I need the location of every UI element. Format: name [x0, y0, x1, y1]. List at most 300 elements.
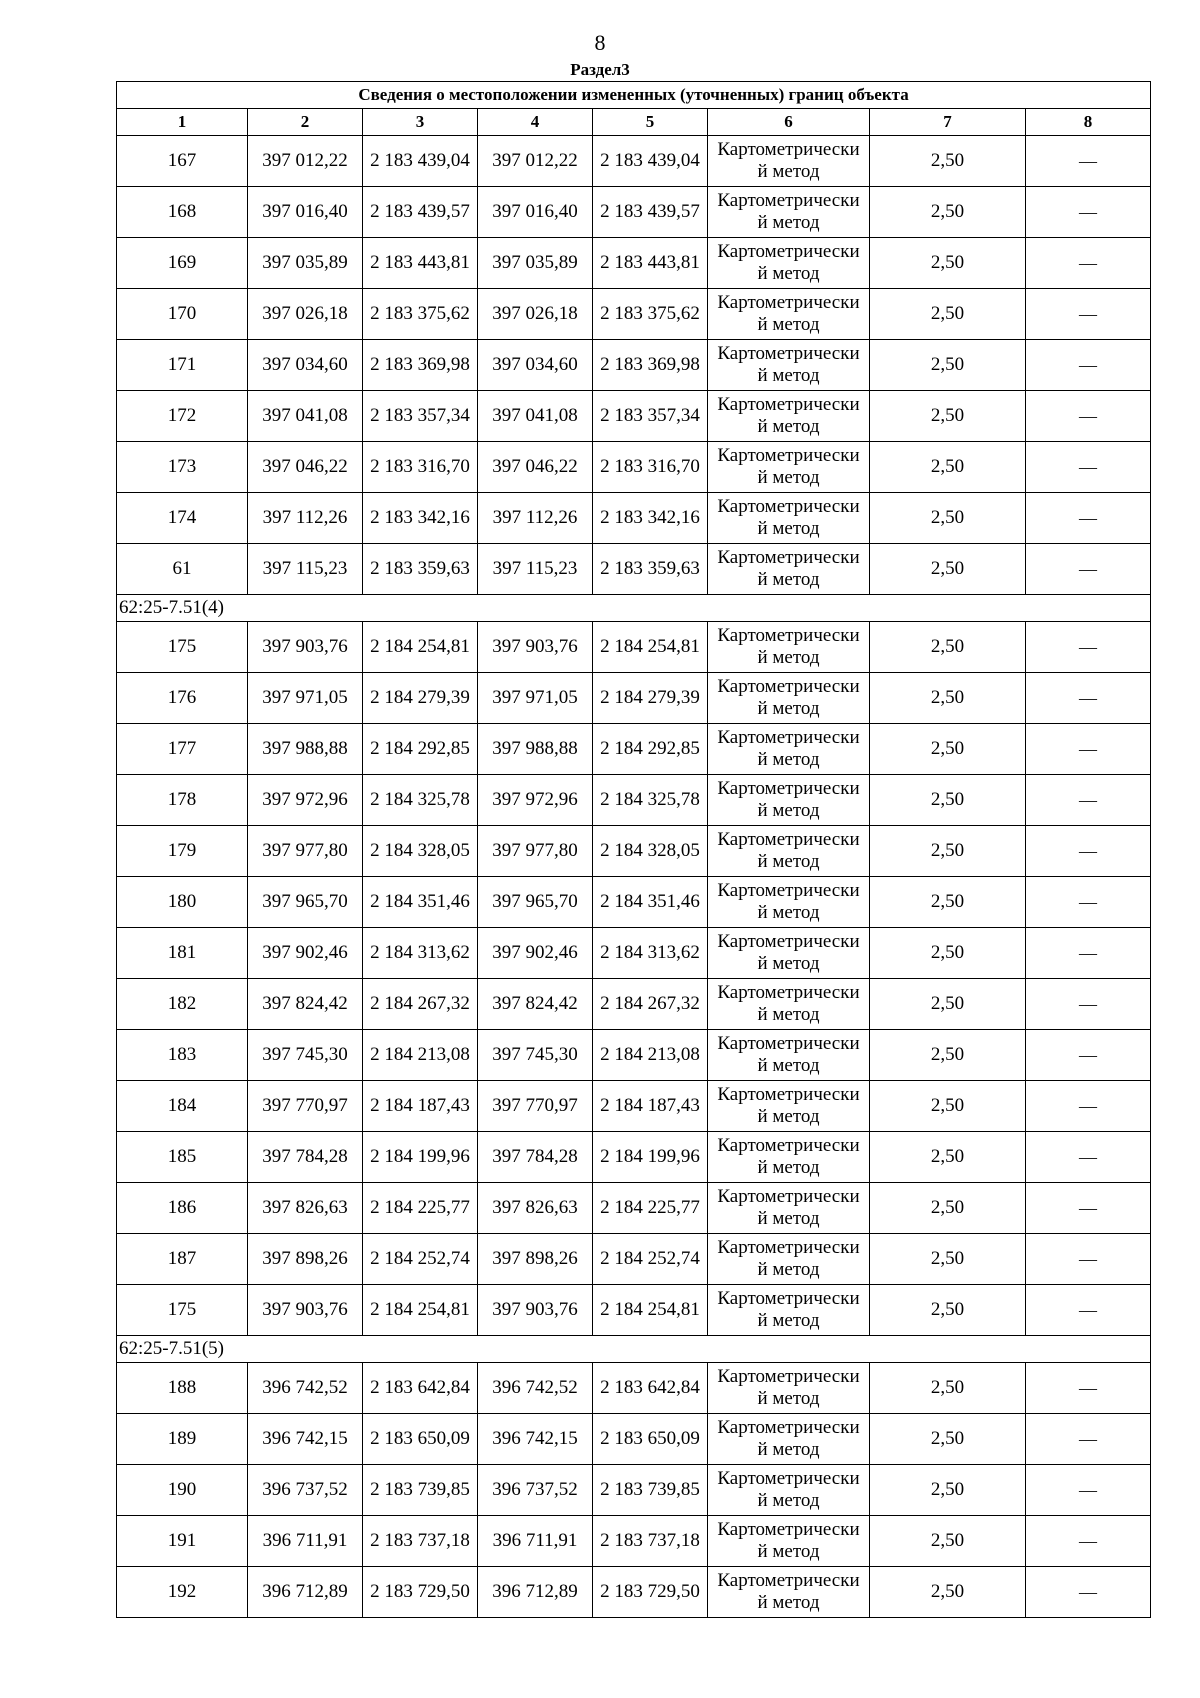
description-cell: —	[1026, 1132, 1151, 1183]
method-text-line1: Картометрически	[717, 394, 860, 415]
refined-y: 2 184 328,05	[593, 826, 708, 877]
existing-y: 2 184 292,85	[363, 724, 478, 775]
method-text-line1: Картометрически	[717, 1468, 860, 1489]
refined-x: 397 016,40	[478, 187, 593, 238]
description-cell: —	[1026, 1414, 1151, 1465]
refined-y: 2 184 187,43	[593, 1081, 708, 1132]
table-caption: Сведения о местоположении измененных (уточненных) границ объекта	[117, 82, 1151, 109]
description-cell: —	[1026, 1465, 1151, 1516]
existing-x: 397 971,05	[248, 673, 363, 724]
description-cell: —	[1026, 391, 1151, 442]
description-cell: —	[1026, 544, 1151, 595]
existing-x: 397 903,76	[248, 622, 363, 673]
method-cell	[708, 1183, 870, 1234]
existing-x: 397 745,30	[248, 1030, 363, 1081]
existing-y: 2 183 359,63	[363, 544, 478, 595]
accuracy-cell: 2,50	[870, 493, 1026, 544]
method-text-line1: Картометрически	[717, 292, 860, 313]
column-number: 4	[478, 109, 593, 136]
method-cell	[708, 1081, 870, 1132]
column-number: 3	[363, 109, 478, 136]
description-cell: —	[1026, 1516, 1151, 1567]
refined-x: 397 034,60	[478, 340, 593, 391]
refined-x: 397 012,22	[478, 136, 593, 187]
method-text-line1: Картометрически	[717, 547, 860, 568]
existing-x: 397 016,40	[248, 187, 363, 238]
refined-x: 397 977,80	[478, 826, 593, 877]
description-cell: —	[1026, 979, 1151, 1030]
refined-y: 2 184 225,77	[593, 1183, 708, 1234]
contour-label-row	[117, 1336, 1151, 1363]
method-text-line2: й метод	[757, 1055, 820, 1076]
point-number: 192	[117, 1567, 248, 1618]
method-text-line1: Картометрически	[717, 241, 860, 262]
point-number: 175	[117, 622, 248, 673]
table-row	[117, 622, 1151, 673]
existing-y: 2 184 325,78	[363, 775, 478, 826]
method-text-line2: й метод	[757, 518, 820, 539]
point-number: 189	[117, 1414, 248, 1465]
refined-x: 396 712,89	[478, 1567, 593, 1618]
table-row	[117, 391, 1151, 442]
description-cell: —	[1026, 238, 1151, 289]
method-text-line1: Картометрически	[717, 829, 860, 850]
existing-x: 397 988,88	[248, 724, 363, 775]
existing-x: 397 112,26	[248, 493, 363, 544]
table-row	[117, 979, 1151, 1030]
accuracy-cell: 2,50	[870, 1234, 1026, 1285]
method-text-line2: й метод	[757, 698, 820, 719]
method-cell	[708, 1132, 870, 1183]
existing-y: 2 183 650,09	[363, 1414, 478, 1465]
existing-x: 397 026,18	[248, 289, 363, 340]
method-cell	[708, 1516, 870, 1567]
method-text-line1: Картометрически	[717, 1135, 860, 1156]
coordinates-table	[116, 81, 1151, 1618]
existing-y: 2 183 739,85	[363, 1465, 478, 1516]
accuracy-cell: 2,50	[870, 979, 1026, 1030]
description-cell: —	[1026, 1234, 1151, 1285]
method-text-line1: Картометрически	[717, 625, 860, 646]
method-cell	[708, 622, 870, 673]
method-text-line1: Картометрически	[717, 1288, 860, 1309]
accuracy-cell: 2,50	[870, 289, 1026, 340]
existing-y: 2 184 254,81	[363, 622, 478, 673]
existing-y: 2 183 439,57	[363, 187, 478, 238]
method-text-line1: Картометрически	[717, 343, 860, 364]
method-text-line1: Картометрически	[717, 880, 860, 901]
method-text-line1: Картометрически	[717, 1186, 860, 1207]
description-cell: —	[1026, 136, 1151, 187]
method-cell	[708, 775, 870, 826]
existing-y: 2 183 737,18	[363, 1516, 478, 1567]
refined-y: 2 183 375,62	[593, 289, 708, 340]
accuracy-cell: 2,50	[870, 1567, 1026, 1618]
method-text-line1: Картометрически	[717, 982, 860, 1003]
method-cell	[708, 1414, 870, 1465]
refined-x: 397 898,26	[478, 1234, 593, 1285]
accuracy-cell: 2,50	[870, 391, 1026, 442]
method-cell	[708, 442, 870, 493]
refined-y: 2 184 267,32	[593, 979, 708, 1030]
table-row	[117, 1516, 1151, 1567]
table-row	[117, 724, 1151, 775]
table-row	[117, 1285, 1151, 1336]
description-cell: —	[1026, 1567, 1151, 1618]
existing-x: 397 824,42	[248, 979, 363, 1030]
point-number: 178	[117, 775, 248, 826]
refined-y: 2 184 313,62	[593, 928, 708, 979]
existing-y: 2 183 316,70	[363, 442, 478, 493]
refined-y: 2 183 739,85	[593, 1465, 708, 1516]
existing-x: 397 034,60	[248, 340, 363, 391]
method-text-line2: й метод	[757, 161, 820, 182]
existing-y: 2 184 328,05	[363, 826, 478, 877]
column-number: 8	[1026, 109, 1151, 136]
description-cell: —	[1026, 1183, 1151, 1234]
refined-x: 397 041,08	[478, 391, 593, 442]
method-text-line2: й метод	[757, 1157, 820, 1178]
method-cell	[708, 340, 870, 391]
description-cell: —	[1026, 877, 1151, 928]
method-text-line2: й метод	[757, 365, 820, 386]
existing-x: 397 902,46	[248, 928, 363, 979]
existing-x: 397 826,63	[248, 1183, 363, 1234]
refined-x: 397 745,30	[478, 1030, 593, 1081]
table-row	[117, 826, 1151, 877]
method-text-line1: Картометрически	[717, 676, 860, 697]
existing-y: 2 184 254,81	[363, 1285, 478, 1336]
method-text-line1: Картометрически	[717, 1033, 860, 1054]
contour-label: 62:25-7.51(4)	[117, 595, 1151, 622]
accuracy-cell: 2,50	[870, 1516, 1026, 1567]
method-text-line1: Картометрически	[717, 445, 860, 466]
point-number: 171	[117, 340, 248, 391]
point-number: 188	[117, 1363, 248, 1414]
refined-y: 2 184 199,96	[593, 1132, 708, 1183]
method-text-line1: Картометрически	[717, 1570, 860, 1591]
existing-y: 2 184 279,39	[363, 673, 478, 724]
method-text-line2: й метод	[757, 1592, 820, 1613]
method-cell	[708, 1567, 870, 1618]
description-cell: —	[1026, 826, 1151, 877]
refined-y: 2 184 252,74	[593, 1234, 708, 1285]
point-number: 184	[117, 1081, 248, 1132]
refined-y: 2 183 369,98	[593, 340, 708, 391]
accuracy-cell: 2,50	[870, 826, 1026, 877]
refined-y: 2 183 439,04	[593, 136, 708, 187]
refined-x: 396 742,15	[478, 1414, 593, 1465]
refined-x: 397 112,26	[478, 493, 593, 544]
refined-x: 397 770,97	[478, 1081, 593, 1132]
accuracy-cell: 2,50	[870, 1285, 1026, 1336]
table-row	[117, 1567, 1151, 1618]
column-number: 6	[708, 109, 870, 136]
table-row	[117, 493, 1151, 544]
description-cell: —	[1026, 928, 1151, 979]
refined-y: 2 183 439,57	[593, 187, 708, 238]
method-cell	[708, 493, 870, 544]
existing-y: 2 184 199,96	[363, 1132, 478, 1183]
accuracy-cell: 2,50	[870, 1465, 1026, 1516]
existing-x: 397 041,08	[248, 391, 363, 442]
accuracy-cell: 2,50	[870, 1132, 1026, 1183]
accuracy-cell: 2,50	[870, 1081, 1026, 1132]
method-cell	[708, 979, 870, 1030]
accuracy-cell: 2,50	[870, 340, 1026, 391]
method-text-line2: й метод	[757, 647, 820, 668]
column-number: 2	[248, 109, 363, 136]
method-cell	[708, 289, 870, 340]
accuracy-cell: 2,50	[870, 775, 1026, 826]
table-row	[117, 1132, 1151, 1183]
refined-y: 2 183 729,50	[593, 1567, 708, 1618]
table-row	[117, 1465, 1151, 1516]
method-text-line2: й метод	[757, 416, 820, 437]
refined-x: 397 903,76	[478, 622, 593, 673]
accuracy-cell: 2,50	[870, 673, 1026, 724]
accuracy-cell: 2,50	[870, 1030, 1026, 1081]
column-number: 5	[593, 109, 708, 136]
accuracy-cell: 2,50	[870, 1183, 1026, 1234]
method-text-line2: й метод	[757, 1439, 820, 1460]
existing-y: 2 184 225,77	[363, 1183, 478, 1234]
method-text-line2: й метод	[757, 851, 820, 872]
description-cell: —	[1026, 340, 1151, 391]
point-number: 190	[117, 1465, 248, 1516]
column-number: 1	[117, 109, 248, 136]
page-number: 8	[594, 30, 606, 55]
method-text-line2: й метод	[757, 1541, 820, 1562]
refined-x: 396 742,52	[478, 1363, 593, 1414]
point-number: 169	[117, 238, 248, 289]
point-number: 176	[117, 673, 248, 724]
description-cell: —	[1026, 724, 1151, 775]
refined-x: 397 971,05	[478, 673, 593, 724]
method-cell	[708, 136, 870, 187]
point-number: 61	[117, 544, 248, 595]
table-row	[117, 442, 1151, 493]
refined-x: 397 035,89	[478, 238, 593, 289]
description-cell: —	[1026, 775, 1151, 826]
method-text-line1: Картометрически	[717, 1417, 860, 1438]
table-row	[117, 1183, 1151, 1234]
method-text-line2: й метод	[757, 569, 820, 590]
point-number: 173	[117, 442, 248, 493]
point-number: 167	[117, 136, 248, 187]
description-cell: —	[1026, 1030, 1151, 1081]
existing-y: 2 183 642,84	[363, 1363, 478, 1414]
refined-x: 397 826,63	[478, 1183, 593, 1234]
table-row	[117, 1363, 1151, 1414]
method-cell	[708, 187, 870, 238]
point-number: 179	[117, 826, 248, 877]
method-cell	[708, 1030, 870, 1081]
method-cell	[708, 238, 870, 289]
existing-y: 2 183 729,50	[363, 1567, 478, 1618]
existing-x: 397 784,28	[248, 1132, 363, 1183]
accuracy-cell: 2,50	[870, 1363, 1026, 1414]
method-cell	[708, 1234, 870, 1285]
table-row	[117, 877, 1151, 928]
refined-y: 2 184 254,81	[593, 1285, 708, 1336]
refined-x: 396 737,52	[478, 1465, 593, 1516]
description-cell: —	[1026, 622, 1151, 673]
method-text-line1: Картометрически	[717, 1366, 860, 1387]
description-cell: —	[1026, 289, 1151, 340]
existing-y: 2 183 357,34	[363, 391, 478, 442]
accuracy-cell: 2,50	[870, 877, 1026, 928]
accuracy-cell: 2,50	[870, 442, 1026, 493]
accuracy-cell: 2,50	[870, 238, 1026, 289]
point-number: 182	[117, 979, 248, 1030]
table-row	[117, 544, 1151, 595]
refined-x: 397 046,22	[478, 442, 593, 493]
point-number: 181	[117, 928, 248, 979]
section-title: Раздел3	[570, 60, 630, 79]
point-number: 185	[117, 1132, 248, 1183]
accuracy-cell: 2,50	[870, 622, 1026, 673]
method-text-line1: Картометрически	[717, 1237, 860, 1258]
refined-y: 2 183 342,16	[593, 493, 708, 544]
refined-y: 2 184 325,78	[593, 775, 708, 826]
contour-label: 62:25-7.51(5)	[117, 1336, 1151, 1363]
existing-x: 397 898,26	[248, 1234, 363, 1285]
refined-y: 2 184 279,39	[593, 673, 708, 724]
refined-y: 2 184 213,08	[593, 1030, 708, 1081]
point-number: 180	[117, 877, 248, 928]
refined-x: 397 902,46	[478, 928, 593, 979]
refined-y: 2 184 351,46	[593, 877, 708, 928]
point-number: 183	[117, 1030, 248, 1081]
description-cell: —	[1026, 1363, 1151, 1414]
table-row	[117, 775, 1151, 826]
refined-x: 397 972,96	[478, 775, 593, 826]
table-row	[117, 187, 1151, 238]
method-text-line2: й метод	[757, 1259, 820, 1280]
description-cell: —	[1026, 187, 1151, 238]
accuracy-cell: 2,50	[870, 724, 1026, 775]
refined-y: 2 183 359,63	[593, 544, 708, 595]
method-text-line2: й метод	[757, 1388, 820, 1409]
existing-y: 2 184 267,32	[363, 979, 478, 1030]
point-number: 168	[117, 187, 248, 238]
existing-y: 2 183 439,04	[363, 136, 478, 187]
point-number: 186	[117, 1183, 248, 1234]
table-row	[117, 238, 1151, 289]
point-number: 172	[117, 391, 248, 442]
method-cell	[708, 928, 870, 979]
method-cell	[708, 724, 870, 775]
table-row	[117, 1081, 1151, 1132]
existing-x: 396 712,89	[248, 1567, 363, 1618]
existing-x: 397 115,23	[248, 544, 363, 595]
method-text-line1: Картометрически	[717, 727, 860, 748]
point-number: 175	[117, 1285, 248, 1336]
point-number: 187	[117, 1234, 248, 1285]
method-text-line1: Картометрически	[717, 931, 860, 952]
table-body	[117, 82, 1151, 1618]
existing-x: 397 977,80	[248, 826, 363, 877]
refined-y: 2 183 443,81	[593, 238, 708, 289]
table-row	[117, 1414, 1151, 1465]
method-cell	[708, 1285, 870, 1336]
existing-x: 396 742,15	[248, 1414, 363, 1465]
refined-x: 396 711,91	[478, 1516, 593, 1567]
existing-x: 396 711,91	[248, 1516, 363, 1567]
refined-y: 2 183 357,34	[593, 391, 708, 442]
method-text-line2: й метод	[757, 212, 820, 233]
method-text-line1: Картометрически	[717, 190, 860, 211]
existing-x: 396 742,52	[248, 1363, 363, 1414]
method-text-line2: й метод	[757, 800, 820, 821]
point-number: 170	[117, 289, 248, 340]
method-cell	[708, 877, 870, 928]
existing-y: 2 184 187,43	[363, 1081, 478, 1132]
table-caption-row	[117, 82, 1151, 109]
method-text-line1: Картометрически	[717, 496, 860, 517]
description-cell: —	[1026, 493, 1151, 544]
method-text-line2: й метод	[757, 749, 820, 770]
existing-x: 397 770,97	[248, 1081, 363, 1132]
method-text-line1: Картометрически	[717, 139, 860, 160]
existing-x: 397 965,70	[248, 877, 363, 928]
method-text-line2: й метод	[757, 1310, 820, 1331]
refined-x: 397 115,23	[478, 544, 593, 595]
refined-y: 2 183 642,84	[593, 1363, 708, 1414]
column-number-row	[117, 109, 1151, 136]
description-cell: —	[1026, 1285, 1151, 1336]
accuracy-cell: 2,50	[870, 544, 1026, 595]
method-cell	[708, 1363, 870, 1414]
existing-y: 2 183 443,81	[363, 238, 478, 289]
method-text-line1: Картометрически	[717, 1084, 860, 1105]
method-cell	[708, 673, 870, 724]
table-row	[117, 1234, 1151, 1285]
table-row	[117, 673, 1151, 724]
refined-x: 397 965,70	[478, 877, 593, 928]
description-cell: —	[1026, 673, 1151, 724]
method-cell	[708, 826, 870, 877]
refined-x: 397 824,42	[478, 979, 593, 1030]
accuracy-cell: 2,50	[870, 187, 1026, 238]
method-cell	[708, 1465, 870, 1516]
existing-x: 397 903,76	[248, 1285, 363, 1336]
existing-x: 396 737,52	[248, 1465, 363, 1516]
point-number: 177	[117, 724, 248, 775]
method-text-line2: й метод	[757, 1490, 820, 1511]
method-text-line1: Картометрически	[717, 1519, 860, 1540]
refined-x: 397 784,28	[478, 1132, 593, 1183]
refined-x: 397 988,88	[478, 724, 593, 775]
description-cell: —	[1026, 442, 1151, 493]
accuracy-cell: 2,50	[870, 928, 1026, 979]
refined-x: 397 903,76	[478, 1285, 593, 1336]
existing-y: 2 184 252,74	[363, 1234, 478, 1285]
contour-label-row	[117, 595, 1151, 622]
point-number: 191	[117, 1516, 248, 1567]
refined-y: 2 183 650,09	[593, 1414, 708, 1465]
existing-y: 2 183 375,62	[363, 289, 478, 340]
method-text-line2: й метод	[757, 1004, 820, 1025]
method-text-line1: Картометрически	[717, 778, 860, 799]
table-row	[117, 928, 1151, 979]
method-text-line2: й метод	[757, 953, 820, 974]
refined-y: 2 183 737,18	[593, 1516, 708, 1567]
existing-y: 2 183 342,16	[363, 493, 478, 544]
existing-y: 2 184 213,08	[363, 1030, 478, 1081]
method-text-line2: й метод	[757, 902, 820, 923]
